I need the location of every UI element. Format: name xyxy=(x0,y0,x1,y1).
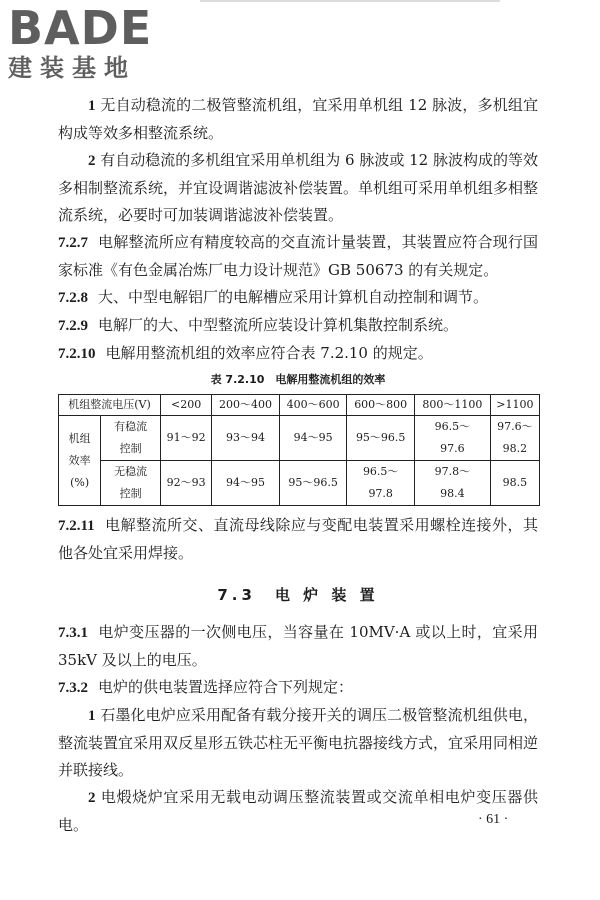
row-label xyxy=(101,461,161,506)
column-header: 800～1100 xyxy=(414,395,490,416)
clause-7-2-10 xyxy=(58,340,538,368)
header-label: 机组整流电压(V) xyxy=(59,395,161,416)
clause-7-3-2 xyxy=(58,674,538,702)
item-text: 有自动稳流的多机组宜采用单机组为 6 脉波或 12 脉波构成的等效多相制整流系统，并宜设调谐滤波补偿装置。单机组可采用单机组多相整流系统，必要时可加装调谐滤波补偿装置。 xyxy=(58,151,539,224)
clause-text: 电解用整流机组的效率应符合表 7.2.10 的规定。 xyxy=(105,344,433,362)
top-divider-line xyxy=(200,0,500,2)
clause-number: 7.3.2 xyxy=(58,680,88,696)
row-group-label-line: 效率 xyxy=(68,453,91,467)
clause-text: 电解厂的大、中型整流所应装设计算机集散控制系统。 xyxy=(98,316,459,334)
logo xyxy=(8,1,153,82)
clause-7-3-1 xyxy=(58,619,538,674)
row-label-line: 控制 xyxy=(119,442,142,455)
item-1 xyxy=(58,92,538,147)
clause-number: 7.2.10 xyxy=(58,346,96,362)
table-cell: 93～94 xyxy=(212,416,280,461)
item-1 xyxy=(58,702,538,784)
item-text: 无自动稳流的二极管整流机组，宜采用单机组 12 脉波，多机组宜构成等效多相整流系统。 xyxy=(58,96,538,142)
table-cell: 95～96.5 xyxy=(347,416,415,461)
item-text: 电煅烧炉宜采用无载电动调压整流装置或交流单相电炉变压器供电。 xyxy=(58,788,538,834)
clause-number: 7.3.1 xyxy=(58,625,88,641)
logo-text: BADE xyxy=(8,1,153,55)
cell-line: 97.6～ xyxy=(497,420,533,433)
table-cell xyxy=(414,461,490,506)
clause-7-2-7 xyxy=(58,229,538,284)
item-text: 石墨化电炉应采用配备有载分接开关的调压二极管整流机组供电，整流装置宜采用双反星形五铁芯柱无平衡电抗器接线方式，宜采用同相逆并联接线。 xyxy=(58,706,539,779)
table-title: 表 7.2.10 电解用整流机组的效率 xyxy=(210,373,386,386)
row-label-line: 控制 xyxy=(119,487,142,500)
clause-number: 7.2.8 xyxy=(58,290,88,306)
clause-7-2-9 xyxy=(58,312,538,340)
column-header: 600～800 xyxy=(347,395,415,416)
column-header: 400～600 xyxy=(279,395,347,416)
item-number: 1 xyxy=(88,708,96,724)
cell-line: 97.8 xyxy=(368,487,393,500)
clause-number: 7.2.11 xyxy=(58,518,95,534)
cell-line: 96.5～ xyxy=(362,465,399,478)
page-content xyxy=(58,92,538,839)
table-header-row xyxy=(59,395,540,416)
clause-text: 大、中型电解铝厂的电解槽应采用计算机自动控制和调节。 xyxy=(98,288,489,306)
column-header: >1100 xyxy=(490,395,539,416)
clause-text: 电炉的供电装置选择应符合下列规定： xyxy=(98,678,354,696)
table-cell: 95～96.5 xyxy=(279,461,347,506)
clause-number: 7.2.7 xyxy=(58,235,88,251)
row-label-line: 有稳流 xyxy=(114,420,148,433)
page-number: · 61 · xyxy=(478,812,509,827)
cell-line: 97.8～ xyxy=(434,465,471,478)
item-2 xyxy=(58,784,538,839)
item-number: 2 xyxy=(88,790,96,806)
table-cell: 92～93 xyxy=(160,461,211,506)
row-group-label-line: (%) xyxy=(70,475,90,489)
table-cell: 94～95 xyxy=(279,416,347,461)
table-row xyxy=(59,416,540,461)
cell-line: 96.5～ xyxy=(434,420,471,433)
table-row xyxy=(59,461,540,506)
row-label-line: 无稳流 xyxy=(114,465,148,478)
column-header: <200 xyxy=(160,395,211,416)
item-2 xyxy=(58,147,538,229)
cell-line: 98.2 xyxy=(502,442,528,455)
item-number: 1 xyxy=(88,98,96,114)
cell-line: 97.6 xyxy=(440,442,465,455)
section-heading: 7.3 电 炉 装 置 xyxy=(217,586,379,604)
efficiency-table xyxy=(58,394,540,506)
clause-text: 电炉变压器的一次侧电压，当容量在 10MV·A 或以上时，宜采用 35kV 及以上的电压。 xyxy=(58,623,538,669)
table-cell: 94～95 xyxy=(212,461,280,506)
clause-text: 电解整流所应有精度较高的交直流计量装置，其装置应符合现行国家标准《有色金属冶炼厂电力设计规范》GB 50673 的有关规定。 xyxy=(58,233,538,279)
table-cell xyxy=(490,416,539,461)
clause-text: 电解整流所交、直流母线除应与变配电装置采用螺栓连接外，其他各处宜采用焊接。 xyxy=(58,516,538,562)
clause-7-2-8 xyxy=(58,284,538,312)
table-cell xyxy=(414,416,490,461)
item-number: 2 xyxy=(88,153,96,169)
clause-number: 7.2.9 xyxy=(58,318,88,334)
clause-7-2-11 xyxy=(58,512,538,567)
table-cell xyxy=(347,461,415,506)
cell-line: 98.4 xyxy=(440,487,465,500)
row-label xyxy=(101,416,161,461)
row-group-label-line: 机组 xyxy=(68,431,91,445)
row-group-label xyxy=(59,416,101,506)
column-header: 200～400 xyxy=(212,395,280,416)
table-cell: 91～92 xyxy=(160,416,211,461)
logo-subtitle: 建装基地 xyxy=(8,54,136,82)
table-cell: 98.5 xyxy=(490,461,539,506)
